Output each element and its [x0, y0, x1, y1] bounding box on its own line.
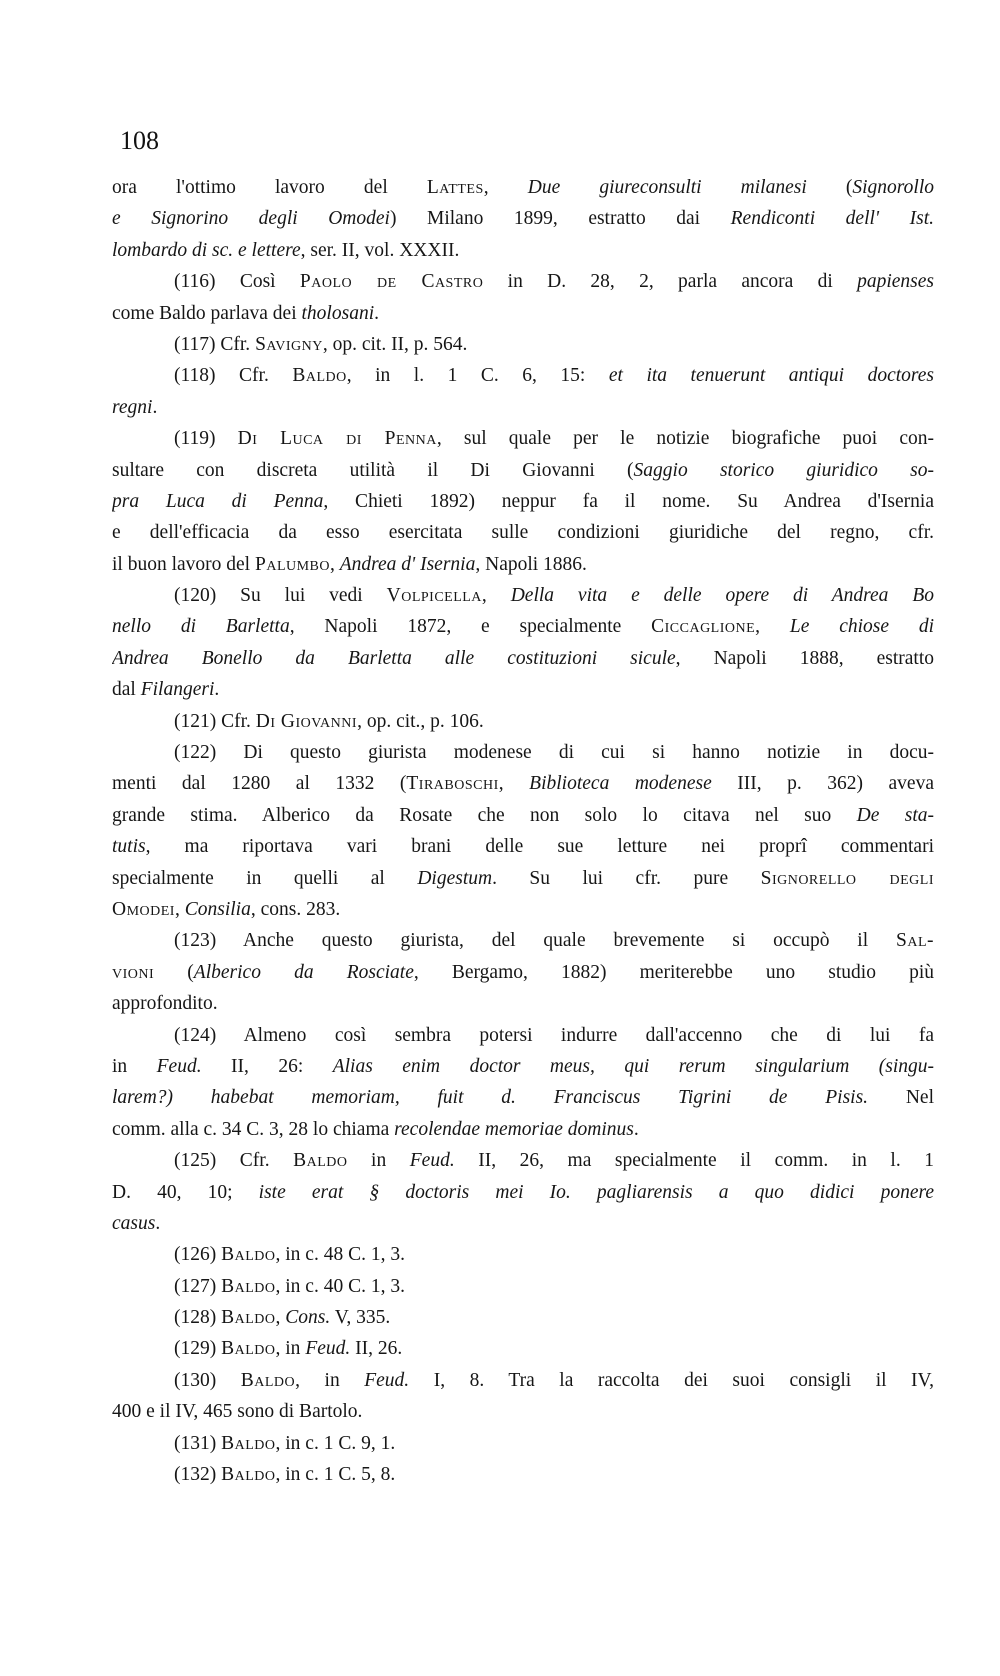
text-line [112, 392, 934, 423]
text-run: (126) [174, 1244, 222, 1266]
text-run: V, 335. [330, 1307, 391, 1329]
italic-text: pra Luca di Penna [112, 490, 324, 512]
author-name: Omodei [112, 898, 175, 920]
text-run: , [481, 585, 511, 607]
author-name: Signorello degli [760, 867, 934, 889]
text-run: , op. cit. II, p. 564. [322, 333, 468, 355]
author-name: Baldo [221, 1432, 276, 1454]
text-line [112, 329, 934, 360]
text-run: (120) Su lui vedi [174, 585, 387, 607]
text-run: . [155, 1212, 161, 1234]
author-name: Savigny [255, 333, 323, 355]
text-run: specialmente in quelli al [112, 867, 418, 889]
text-line [112, 1177, 934, 1208]
text-line [112, 706, 934, 737]
italic-text: larem?) habebat memoriam, fuit d. Franciscus Tigrini de Pisis. [112, 1087, 869, 1109]
italic-text: Della vita e delle opere di Andrea Bo [510, 585, 934, 607]
text-line [112, 863, 934, 894]
text-run: , Napoli 1888, estratto [675, 647, 934, 669]
text-line [112, 1114, 934, 1145]
author-name: Di Giovanni [255, 710, 358, 732]
author-name: Sal- [895, 930, 934, 952]
text-run: II, 26. [350, 1338, 403, 1360]
italic-text: Signorollo [852, 177, 934, 198]
author-name: Baldo [293, 1150, 348, 1172]
text-run: II, 26, ma specialmente il comm. in l. 1 [454, 1150, 934, 1172]
author-name: Tiraboschi [406, 773, 499, 795]
text-run: grande stima. Alberico da Rosate che non solo lo citava nel suo [112, 804, 857, 826]
italic-text: nello di Barletta [112, 616, 290, 638]
text-run: ora l'ottimo lavoro del [112, 177, 427, 198]
text-line [112, 203, 934, 234]
text-run: (132) [174, 1464, 222, 1486]
text-line [112, 988, 934, 1019]
text-run: , in l. 1 C. 6, 15: [346, 365, 609, 387]
text-run: (129) [174, 1338, 222, 1360]
text-line [112, 611, 934, 642]
author-name: Volpicella [386, 585, 482, 607]
text-run: , Chieti 1892) neppur fa il nome. Su Andrea d'Isernia [323, 490, 934, 512]
author-name: Baldo [292, 365, 347, 387]
italic-text: tutis [112, 836, 146, 858]
italic-text: iste erat § doctoris mei Io. pagliarensis a quo didici ponere [258, 1181, 934, 1203]
italic-text: Feud. [409, 1150, 455, 1172]
text-line [112, 737, 934, 768]
text-line [112, 1396, 934, 1427]
text-line [112, 1302, 934, 1333]
italic-text: Due giureconsulti milanesi [527, 177, 807, 198]
text-run: , Napoli 1872, e specialmente [289, 616, 652, 638]
text-line [112, 925, 934, 956]
text-run: , op. cit., p. 106. [357, 710, 484, 732]
text-line [112, 298, 934, 329]
author-name: Baldo [221, 1244, 276, 1266]
italic-text: Digestum [417, 867, 493, 889]
text-line [112, 1365, 934, 1396]
italic-text: Biblioteca modenese [529, 773, 712, 795]
italic-text: recolendae memoriae dominus [394, 1118, 634, 1140]
text-run: , in [295, 1369, 365, 1391]
text-line [112, 1145, 934, 1176]
text-run: (124) Almeno così sembra potersi indurre dall'accenno che di lui fa [174, 1024, 934, 1046]
text-run: sultare con discreta utilità il Di Giovanni ( [112, 459, 634, 481]
text-run: , sul quale per le notizie biografiche puoi con- [436, 428, 934, 450]
text-run: , [275, 1307, 286, 1329]
text-run: , in c. 40 C. 1, 3. [275, 1275, 405, 1297]
text-run: ( [806, 177, 853, 198]
text-line [112, 486, 934, 517]
italic-text: regni [112, 396, 153, 418]
text-run: (122) Di questo giurista modenese di cui si hanno notizie in docu- [174, 742, 934, 764]
text-line [112, 517, 934, 548]
italic-text: Andrea Bonello da Barletta alle costituzioni sicule [112, 647, 676, 669]
text-run: comm. alla c. 34 C. 3, 28 lo chiama [112, 1118, 395, 1140]
text-line [112, 235, 934, 266]
italic-text: lombardo di sc. e lettere [112, 239, 301, 261]
italic-text: Feud. [156, 1055, 202, 1077]
italic-text: Alberico da Rosciate [193, 961, 414, 983]
text-line [112, 423, 934, 454]
italic-text: Consilia [184, 898, 251, 920]
italic-text: et ita tenuerunt antiqui doctores [608, 365, 934, 387]
italic-text: Feud. [305, 1338, 351, 1360]
italic-text: Filangeri [140, 679, 215, 701]
italic-text: Saggio storico giuridico so- [633, 459, 934, 481]
text-run: , [483, 177, 528, 198]
author-name: Baldo [221, 1307, 276, 1329]
text-line [112, 643, 934, 674]
author-name: vioni [112, 961, 155, 983]
author-name: Baldo [221, 1338, 276, 1360]
italic-text: Cons. [285, 1307, 331, 1329]
italic-text: papienses [857, 271, 934, 293]
text-line [112, 1459, 934, 1490]
page-number: 108 [120, 126, 159, 155]
text-line [112, 1428, 934, 1459]
author-name: Baldo [221, 1275, 276, 1297]
italic-text: De sta- [856, 804, 934, 826]
text-line [112, 1020, 934, 1051]
text-line [112, 800, 934, 831]
text-run: . [214, 679, 220, 701]
text-run: , ma riportava vari brani delle sue letture nei proprî commentari [145, 836, 934, 858]
text-run: ( [154, 961, 194, 983]
author-name: Palumbo [254, 553, 330, 575]
text-line [112, 1082, 934, 1113]
text-run: (116) Così [174, 271, 300, 293]
text-run: III, p. 362) aveva [711, 773, 934, 795]
text-run: , in c. 1 C. 9, 1. [275, 1432, 396, 1454]
author-name: Ciccaglione [651, 616, 756, 638]
text-run: menti dal 1280 al 1332 ( [112, 773, 407, 795]
text-line [112, 831, 934, 862]
text-run: in D. 28, 2, parla ancora di [483, 271, 858, 293]
italic-text: Alias enim doctor meus, qui rerum singularium (singu- [332, 1055, 934, 1077]
text-run: , [174, 898, 185, 920]
text-run: Nel [868, 1087, 934, 1109]
text-run: , [755, 616, 790, 638]
author-name: Baldo [240, 1369, 296, 1391]
text-run: , Napoli 1886. [475, 553, 587, 575]
italic-text: e Signorino degli Omodei [112, 208, 390, 230]
text-run: ) Milano 1899, estratto dai [389, 208, 731, 230]
text-run: , [330, 553, 340, 575]
text-run: II, 26: [201, 1055, 333, 1077]
text-run: (123) Anche questo giurista, del quale brevemente si occupò il [174, 930, 896, 952]
text-run: (130) [174, 1369, 241, 1391]
text-run: , in c. 48 C. 1, 3. [275, 1244, 405, 1266]
author-name: Di Luca di Penna [237, 428, 437, 450]
text-run: in [112, 1055, 157, 1077]
italic-text: Feud. [364, 1369, 410, 1391]
text-run: (121) Cfr. [174, 710, 256, 732]
text-line [112, 1239, 934, 1270]
text-run: , ser. II, vol. XXXII. [300, 239, 460, 261]
text-line [112, 674, 934, 705]
text-run: , in c. 1 C. 5, 8. [275, 1464, 396, 1486]
text-run: approfondito. [112, 993, 218, 1015]
author-name: Baldo [221, 1464, 276, 1486]
text-run: (125) Cfr. [174, 1150, 294, 1172]
text-line [112, 580, 934, 611]
text-run: dal [112, 679, 141, 701]
text-run: I, 8. Tra la raccolta dei suoi consigli il IV, [409, 1369, 934, 1391]
text-run: (128) [174, 1307, 222, 1329]
italic-text: Le chiose di [789, 616, 934, 638]
text-run: (131) [174, 1432, 222, 1454]
text-run: (119) [174, 428, 238, 450]
text-run: , cons. 283. [250, 898, 341, 920]
text-run: . [633, 1118, 639, 1140]
text-line [112, 768, 934, 799]
text-run: . [374, 302, 379, 324]
text-line [112, 266, 934, 297]
text-run: e dell'efficacia da esso esercitata sulle condizioni giuridiche del regno, cfr. [112, 522, 934, 544]
text-run: 400 e il IV, 465 sono di Bartolo. [112, 1401, 363, 1423]
text-run: il buon lavoro del [112, 553, 255, 575]
text-run: come Baldo parlava dei [112, 302, 302, 324]
text-run: (118) Cfr. [174, 365, 293, 387]
text-line [112, 1333, 934, 1364]
text-line [112, 360, 934, 391]
footnotes-block [112, 172, 934, 1490]
italic-text: tholosani [301, 302, 375, 324]
author-name: Paolo de Castro [299, 271, 484, 293]
italic-text: Rendiconti dell' Ist. [730, 208, 934, 230]
text-run: , in [275, 1338, 306, 1360]
text-run: D. 40, 10; [112, 1181, 259, 1203]
text-run: . Su lui cfr. pure [492, 867, 761, 889]
text-run: (117) Cfr. [174, 333, 256, 355]
text-line [112, 1271, 934, 1302]
text-line [112, 172, 934, 203]
text-line [112, 1051, 934, 1082]
italic-text: casus [112, 1212, 156, 1234]
text-run: in [347, 1150, 410, 1172]
italic-text: Andrea d' Isernia [339, 553, 476, 575]
text-run: , Bergamo, 1882) meriterebbe uno studio più [413, 961, 934, 983]
text-run: . [152, 396, 158, 418]
text-line [112, 957, 934, 988]
text-run: , [498, 773, 530, 795]
text-line [112, 894, 934, 925]
text-line [112, 549, 934, 580]
text-run: (127) [174, 1275, 222, 1297]
text-line [112, 455, 934, 486]
text-line [112, 1208, 934, 1239]
author-name: Lattes [426, 177, 484, 198]
